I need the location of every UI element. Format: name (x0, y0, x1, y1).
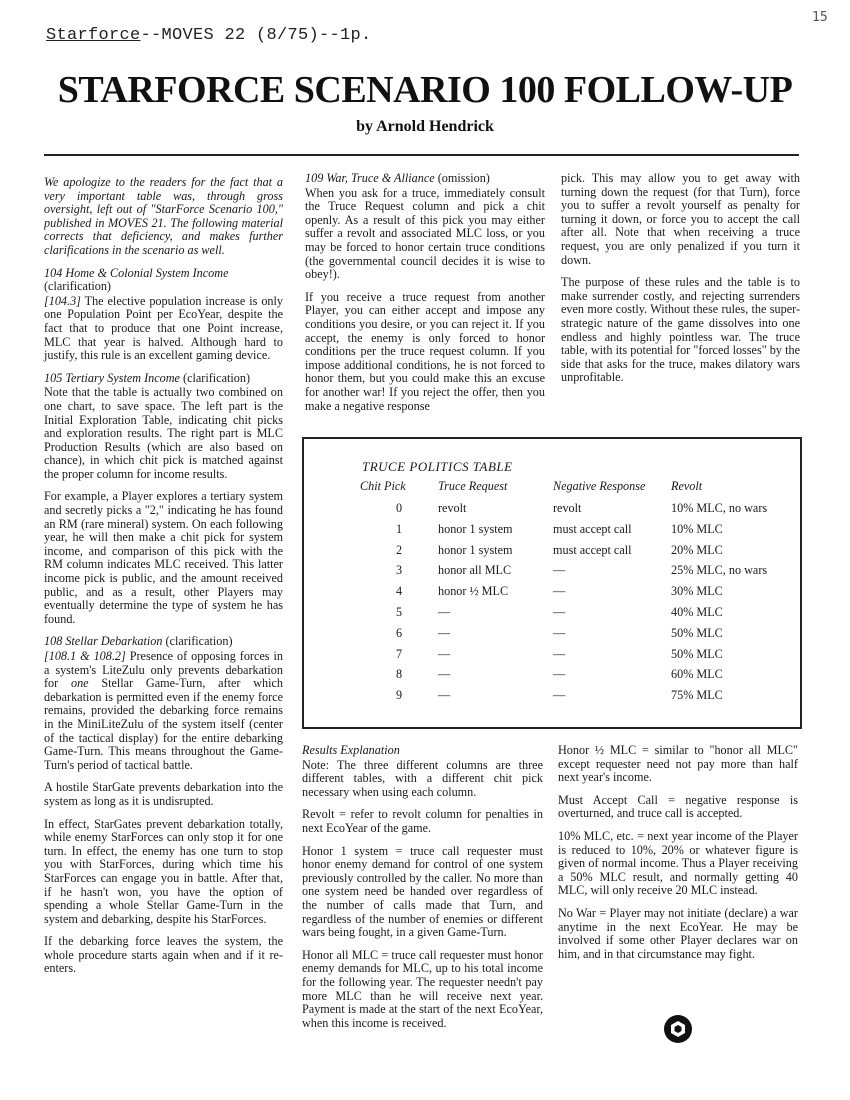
negative-response-cell: must accept call (553, 521, 632, 536)
table-row (360, 522, 791, 543)
chit-pick-cell: 6 (395, 625, 403, 640)
truce-request-cell: — (438, 688, 451, 703)
truce-request-cell: honor ½ MLC (438, 584, 509, 599)
results-percent: 10% MLC, etc. = next year income of the Player is reduced to 10%, 20% or whatever figure is given of normal income. Thus a Player receiving a 50% MLC result, and normally getting 40 MLC, will only receive 20 MLC instead. (558, 828, 798, 898)
negative-response-cell: must accept call (553, 542, 632, 557)
results-column-right (558, 744, 798, 970)
chit-pick-cell: 7 (395, 646, 403, 661)
table-row (360, 501, 791, 522)
chit-pick-cell: 4 (395, 584, 403, 599)
sec105-heading (44, 372, 283, 386)
sec108-p1a: Presence of opposing forces in a system's LiteZulu only prevents debarkation for (44, 649, 283, 691)
sec108-p1 (44, 650, 283, 772)
table-header-row (360, 479, 791, 501)
negative-response-cell: — (553, 604, 566, 619)
sec104-sub: (clarification) (44, 279, 111, 294)
revolt-cell: 40% MLC (671, 604, 723, 619)
chit-pick-cell: 2 (395, 542, 403, 557)
truce-request-cell: — (438, 625, 451, 640)
table-row (360, 563, 791, 584)
table-row (360, 626, 791, 647)
col-header-negative-response: Negative Response (553, 479, 646, 493)
column-middle (305, 172, 545, 422)
truce-request-cell: honor 1 system (438, 521, 513, 536)
sec105-title: 105 Tertiary System Income (44, 370, 180, 385)
table-row (360, 605, 791, 626)
sec108-ref: [108.1 & 108.2] (44, 649, 126, 663)
negative-response-cell: revolt (553, 501, 582, 515)
revolt-cell: 20% MLC (671, 542, 723, 557)
negative-response-cell: — (553, 667, 566, 682)
sec105-p2: For example, a Player explores a tertiary system and secretly picks a "2," indicating he has found an RM (rare mineral) system. On each following year, he will then make a chit pick for system income, and comparison of this pick with the RM column indicates MLC received. This latter income pick is public, and the amount received public, and as a result, other Players may eventually determine the type of system he has found. (44, 489, 283, 626)
column-left (44, 176, 283, 985)
sec104-text: The elective population increase is only one Population Point per EcoYear, despite the fact that to produce that one Point increase, MLC that year is halved. Although hard to justify, this rule is an excellent gaming device. (44, 293, 283, 363)
running-head-issue: --MOVES 22 (8/75)--1p. (140, 26, 372, 45)
results-no-war: No War = Player may not initiate (declare) a war anytime in the next EcoYear. He may be involved if some other Player declares war on him, and in that circumstance may fight. (558, 905, 798, 961)
negative-response-cell: — (553, 625, 566, 640)
title-rule (44, 154, 799, 156)
col-header-chit-pick: Chit Pick (360, 479, 406, 493)
revolt-cell: 60% MLC (671, 667, 723, 682)
results-column-left (302, 744, 543, 1039)
truce-request-cell: — (438, 604, 451, 619)
truce-request-cell: honor 1 system (438, 542, 513, 557)
revolt-cell: 25% MLC, no wars (671, 563, 768, 578)
chit-pick-cell: 3 (395, 563, 403, 578)
sec109-p4: The purpose of these rules and the table is to make surrender costly, and rejecting surrenders even more costly. Without these rules, the super-strategic nature of the game dissolves into one endless and highly pointless war. The truce table, with its potential for "forced losses" by the side that asks for the truce, makes dilatory wars unprofitable. (561, 275, 800, 385)
chit-pick-cell: 5 (395, 604, 403, 619)
sec108-title: 108 Stellar Debarkation (44, 634, 163, 649)
col-header-revolt: Revolt (671, 479, 703, 493)
table-row (360, 584, 791, 605)
sec108-emph: one (70, 676, 89, 691)
results-honor-1: Honor 1 system = truce call requester must honor enemy demand for control of one system previously controlled by the caller. No more than one system need be handed over regardless of the number of calls made that Turn, and regardless of the number of enemies or different wars being fought, in a given Game-Turn. (302, 843, 543, 940)
chit-pick-cell: 9 (395, 688, 403, 703)
table-row (360, 667, 791, 688)
running-head-game: Starforce (46, 26, 141, 45)
results-note: Note: The three different columns are three different tables, with a different chit pick necessary when using each column. (302, 757, 543, 799)
sec108-p3: In effect, StarGates prevent debarkation totally, while enemy StarForces can only stop it for one turn. In effect, the enemy has one turn to stop you with StarForces, during which time his StarForces can engage you in battle. After that, if he hasn't won, you have the option of spending a whole Stellar Game-Turn in the system and debarking, despite his StarForces. (44, 816, 283, 926)
sec104-body (44, 295, 283, 363)
sec108-p4: If the debarking force leaves the system, the whole procedure starts again when and if it re-enters. (44, 934, 283, 976)
sec104-title: 104 Home & Colonial System Income (44, 265, 229, 280)
table-row (360, 688, 791, 709)
revolt-cell: 50% MLC (671, 646, 723, 661)
spi-hexagon-logo-icon (663, 1014, 693, 1044)
sec104-ref: [104.3] (44, 293, 81, 308)
revolt-cell: 10% MLC, no wars (671, 501, 768, 515)
truce-request-cell: — (438, 646, 451, 661)
column-right (561, 172, 800, 394)
results-must-accept: Must Accept Call = negative response is overturned, and truce call is accepted. (558, 792, 798, 821)
sec105-sub: (clarification) (179, 370, 251, 385)
truce-table-body (360, 501, 791, 709)
results-honor-half: Honor ½ MLC = similar to "honor all MLC" except requester need not pay more than half next year's income. (558, 743, 798, 785)
sec109-p1: When you ask for a truce, immediately consult the Truce Request column and pick a chit openly. As a result of this pick you may either suffer a revolt and associated MLC loss, or you may be forced to honor certain truce conditions (the governmental council decides it is wise to obey!). (305, 185, 545, 282)
truce-table (360, 479, 791, 709)
running-head (46, 26, 372, 45)
results-honor-all: Honor all MLC = truce call requester must honor enemy demands for MLC, up to his total income for the following year. The requester needn't pay more MLC than he will receive next year. Payment is made at the start of the next EcoYear, when this income is received. (302, 947, 543, 1030)
negative-response-cell: — (553, 584, 566, 599)
col-header-truce-request: Truce Request (438, 479, 508, 493)
results-revolt: Revolt = refer to revolt column for penalties in next EcoYear of the game. (302, 807, 543, 835)
truce-request-cell: revolt (438, 501, 467, 515)
chit-pick-cell: 1 (395, 521, 403, 536)
negative-response-cell: — (553, 563, 566, 578)
sec108-heading (44, 635, 283, 649)
sec108-p1b: Stellar Game-Turn, after which debarkation is permitted even if the enemy force remains, provided the debarking force remains in the MiniLiteZulu of the system itself (center of the tactical display) for the entire debarking Game-Turn. This means throughout the Game-Turn's period of tactical battle. (44, 676, 283, 772)
sec105-p1: Note that the table is actually two combined on one chart, to save space. The left part is the Initial Exploration Table, indicating chit picks and exploration results. The right part is MLC Production Results (which are also based on chance), in which chit pick is matched against the proper column for income results. (44, 385, 283, 481)
sec108-p2: A hostile StarGate prevents debarkation into the system as long as it is undisrupted. (44, 780, 283, 808)
sec109-p2: If you receive a truce request from another Player, you can either accept and impose any conditions you desire, or you can reject it. If you accept, the enemy is only forced to honor conditions per the truce request column. If you impose additional conditions, he is not forced to honor them, but you could make this an excuse for another war! If you reject the offer, then you make a negative response (305, 289, 545, 413)
sec109-title: 109 War, Truce & Alliance (305, 171, 435, 185)
byline: by Arnold Hendrick (356, 118, 494, 135)
sec109-sub: (omission) (434, 171, 490, 185)
negative-response-cell: — (553, 688, 566, 703)
article-title: STARFORCE SCENARIO 100 FOLLOW-UP (57, 69, 793, 111)
negative-response-cell: — (553, 646, 566, 661)
revolt-cell: 75% MLC (671, 688, 723, 703)
chit-pick-cell: 8 (395, 667, 403, 682)
sec109-heading (305, 172, 545, 186)
sec108-sub: (clarification) (162, 634, 233, 649)
truce-request-cell: — (438, 667, 451, 682)
sec104-heading (44, 267, 283, 294)
sec109-p3: pick. This may allow you to get away with turning down the request (for that Turn), force you to suffer a revolt yourself as penalty for turning it down, or force you to accept the call after all. Note that when receiving a truce request, you are only penalized if you turn it down. (561, 171, 800, 267)
truce-table-title: TRUCE POLITICS TABLE (362, 459, 513, 474)
chit-pick-cell: 0 (395, 501, 403, 515)
truce-table-box (302, 437, 802, 729)
truce-request-cell: honor all MLC (438, 563, 512, 578)
revolt-cell: 50% MLC (671, 625, 723, 640)
table-row (360, 543, 791, 564)
table-row (360, 647, 791, 668)
intro-paragraph: We apologize to the readers for the fact that a very important table was, through gross oversight, left out of "StarForce Scenario 100," published in MOVES 21. The following material corrects that deficiency, and makes further clarifications in the scenario as well. (44, 175, 283, 257)
revolt-cell: 10% MLC (671, 521, 723, 536)
revolt-cell: 30% MLC (671, 584, 723, 599)
page-number: 15 (812, 10, 828, 25)
results-heading: Results Explanation (302, 743, 400, 757)
